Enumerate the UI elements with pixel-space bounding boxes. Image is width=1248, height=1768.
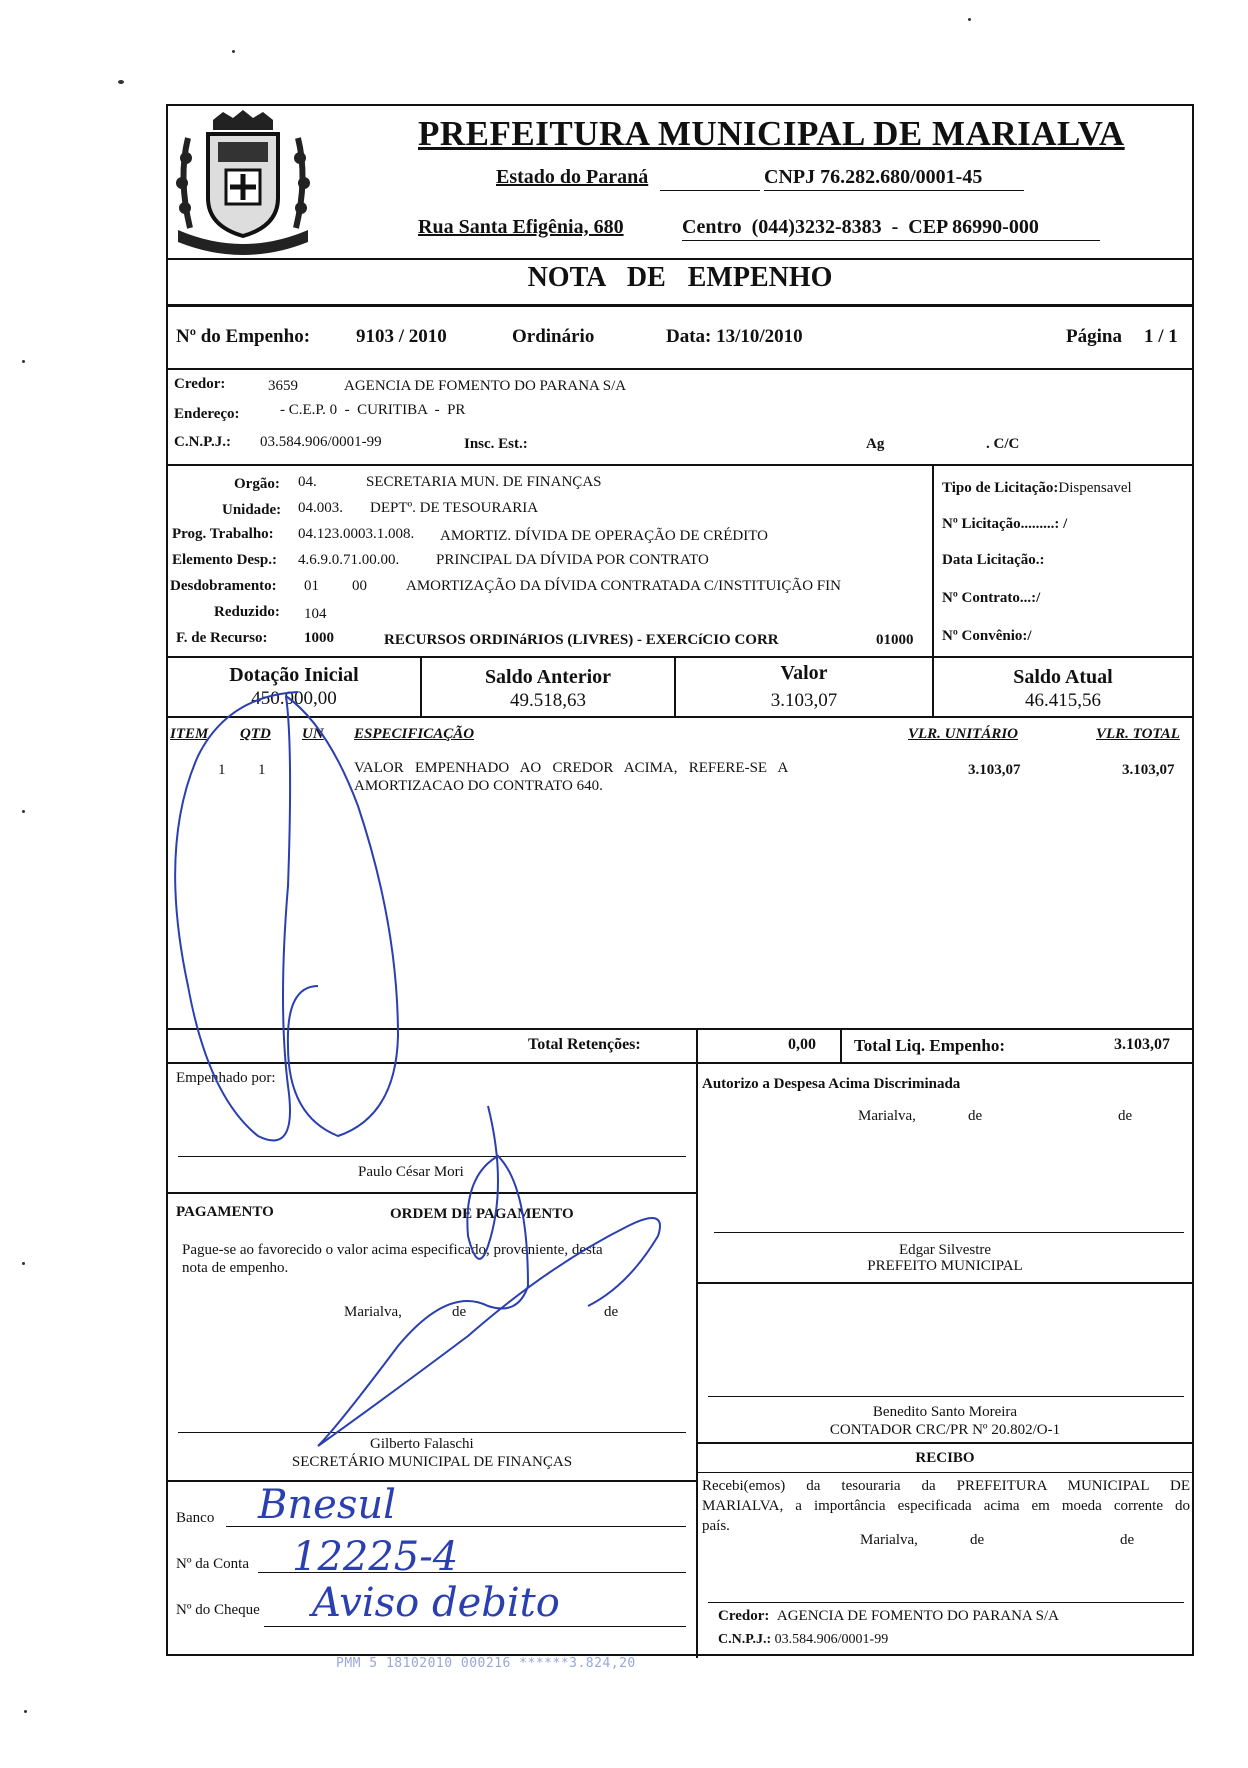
- divider: [168, 716, 1192, 718]
- empenho-date: Data: 13/10/2010: [666, 326, 803, 347]
- pagamento-de-1: de: [452, 1304, 467, 1320]
- recibo-text-1: Recebi(emos) da tesouraria da PREFEITURA MUNICIPAL DE: [702, 1478, 1190, 1494]
- recibo-de-1: de: [970, 1532, 985, 1548]
- numero-contrato: Nº Contrato...:/: [942, 590, 1041, 606]
- recibo-cnpj-label: C.N.P.J.:: [718, 1632, 772, 1647]
- col-especificacao: ESPECIFICAÇÃO: [354, 726, 475, 742]
- saldo-atual-label: Saldo Atual: [1013, 666, 1113, 688]
- orgao-code: 04.: [298, 474, 317, 490]
- recibo-de-2: de: [1120, 1532, 1135, 1548]
- desdobramento-code-2: 00: [352, 578, 367, 594]
- underline: [660, 190, 760, 191]
- prog-trabalho-code: 04.123.0003.1.008.: [298, 526, 415, 542]
- saldo-atual-value: 46.415,56: [1025, 690, 1101, 711]
- valor-label: Valor: [780, 662, 828, 684]
- autorizo-name: Edgar Silvestre: [898, 1242, 992, 1258]
- page-label: Página: [1066, 326, 1122, 347]
- col-vlr-unitario: VLR. UNITÁRIO: [908, 726, 1019, 742]
- recurso-code: 1000: [304, 630, 334, 646]
- signature-line: [708, 1602, 1184, 1603]
- elemento-name: PRINCIPAL DA DÍVIDA POR CONTRATO: [436, 552, 709, 568]
- city-address: Rua Santa Efigênia, 680: [418, 216, 624, 238]
- row-vlr-total: 3.103,07: [1122, 762, 1175, 778]
- conta-label: Nº da Conta: [176, 1556, 249, 1572]
- autorizo-de-1: de: [968, 1108, 983, 1124]
- city-contact: Centro (044)3232-8383 - CEP 86990-000: [682, 216, 1039, 238]
- recibo-cnpj-value: 03.584.906/0001-99: [774, 1632, 889, 1647]
- total-retencoes-value: 0,00: [788, 1036, 816, 1053]
- saldo-anterior-label: Saldo Anterior: [484, 666, 612, 688]
- total-liquido-value: 3.103,07: [1114, 1036, 1170, 1053]
- scan-speck: [22, 1262, 25, 1265]
- dotacao-inicial-value: 450.000,00: [251, 688, 337, 709]
- scan-speck: [968, 18, 971, 21]
- recibo-credor-name: AGENCIA DE FOMENTO DO PARANA S/A: [776, 1608, 1059, 1624]
- divider: [696, 1028, 698, 1062]
- desdobramento-code-1: 01: [304, 578, 319, 594]
- col-qtd: QTD: [240, 726, 271, 742]
- scan-speck: [22, 810, 25, 813]
- cheque-handwritten-value: Aviso debito: [312, 1580, 560, 1626]
- empenho-type: Ordinário: [512, 326, 595, 347]
- orgao-name: SECRETARIA MUN. DE FINANÇAS: [366, 474, 602, 490]
- col-un: UN: [302, 726, 324, 742]
- contador-name: Benedito Santo Moreira: [872, 1404, 1018, 1420]
- cheque-line: [264, 1626, 686, 1627]
- row-item: 1: [218, 762, 226, 778]
- desdobramento-label: Desdobramento:: [170, 578, 277, 594]
- desdobramento-name: AMORTIZAÇÃO DA DÍVIDA CONTRATADA C/INSTITUIÇÃO FIN: [406, 578, 841, 594]
- elemento-code: 4.6.9.0.71.00.00.: [298, 552, 400, 568]
- row-spec-line-2: AMORTIZACAO DO CONTRATO 640.: [354, 778, 603, 794]
- divider: [696, 1062, 698, 1658]
- row-qtd: 1: [258, 762, 266, 778]
- contador-role: CONTADOR CRC/PR Nº 20.802/O-1: [829, 1422, 1061, 1438]
- autorizo-place: Marialva,: [858, 1108, 916, 1124]
- ordem-pagamento-label: ORDEM DE PAGAMENTO: [390, 1206, 574, 1222]
- signature-line: [178, 1156, 686, 1157]
- orgao-label: Orgão:: [234, 476, 280, 492]
- city-hall-title: PREFEITURA MUNICIPAL DE MARIALVA: [418, 114, 1125, 153]
- recurso-code-2: 01000: [876, 632, 914, 648]
- divider: [168, 1028, 1192, 1030]
- total-retencoes-label: Total Retenções:: [528, 1036, 641, 1053]
- tipo-licitacao-label: Tipo de Licitação:: [942, 480, 1059, 496]
- pagamento-place: Marialva,: [344, 1304, 402, 1320]
- data-licitacao: Data Licitação.:: [942, 552, 1045, 568]
- unidade-name: DEPTº. DE TESOURARIA: [370, 500, 539, 516]
- underline: [682, 240, 1100, 241]
- divider: [168, 1192, 696, 1194]
- row-spec-line-1: VALOR EMPENHADO AO CREDOR ACIMA, REFERE-SE A: [354, 760, 789, 776]
- payment-stamp: PMM 5 18102010 000216 ******3.824,20: [336, 1656, 636, 1671]
- credor-label: Credor:: [174, 376, 226, 392]
- pagamento-label: PAGAMENTO: [176, 1204, 274, 1220]
- prog-trabalho-name: AMORTIZ. DÍVIDA DE OPERAÇÃO DE CRÉDITO: [440, 528, 768, 544]
- empenhado-por-name: Paulo César Mori: [358, 1164, 464, 1180]
- state-name: Estado do Paraná: [496, 166, 649, 188]
- divider: [696, 1442, 1192, 1444]
- agencia-label: Ag: [866, 436, 885, 452]
- recibo-credor-label: Credor:: [718, 1608, 770, 1624]
- nota-empenho-form: [166, 104, 1194, 1656]
- pagamento-text-2: nota de empenho.: [182, 1260, 289, 1276]
- recibo-credor: [718, 1608, 1059, 1625]
- city-cnpj: CNPJ 76.282.680/0001-45: [764, 166, 983, 188]
- saldo-anterior-value: 49.518,63: [510, 690, 586, 711]
- dotacao-inicial-label: Dotação Inicial: [229, 664, 359, 686]
- insc-est-label: Insc. Est.:: [464, 436, 528, 452]
- pagamento-role: SECRETÁRIO MUNICIPAL DE FINANÇAS: [291, 1454, 573, 1470]
- page-number: 1 / 1: [1144, 326, 1178, 347]
- recibo-text-2: MARIALVA, a importância especificada acima em moeda corrente do: [702, 1498, 1190, 1514]
- signature-line: [714, 1232, 1184, 1233]
- scan-speck: [22, 360, 25, 363]
- col-vlr-total: VLR. TOTAL: [1096, 726, 1180, 742]
- prog-trabalho-label: Prog. Trabalho:: [172, 526, 274, 542]
- divider: [168, 1062, 1192, 1064]
- divider: [168, 368, 1192, 370]
- banco-label: Banco: [176, 1510, 215, 1526]
- scan-speck: [232, 50, 235, 53]
- cheque-label: Nº do Cheque: [176, 1602, 260, 1618]
- underline: [764, 190, 1024, 191]
- row-vlr-unitario: 3.103,07: [968, 762, 1021, 778]
- empenhado-por-label: Empenhado por:: [176, 1070, 276, 1086]
- signature-line: [178, 1432, 686, 1433]
- divider: [168, 258, 1192, 260]
- empenho-number: 9103 / 2010: [356, 326, 447, 347]
- unidade-label: Unidade:: [222, 502, 282, 518]
- credor-code: 3659: [268, 378, 298, 394]
- numero-licitacao: Nº Licitação.........: /: [942, 516, 1068, 532]
- tipo-licitacao-value: Dispensavel: [1058, 480, 1132, 496]
- reduzido-label: Reduzido:: [214, 604, 280, 620]
- autorizo-label: Autorizo a Despesa Acima Discriminada: [702, 1076, 961, 1092]
- recibo-cnpj: [718, 1632, 888, 1648]
- cnpj-label: C.N.P.J.:: [174, 434, 231, 450]
- empenho-number-label: Nº do Empenho:: [176, 326, 311, 347]
- signature-line: [708, 1396, 1184, 1397]
- conta-handwritten-value: 12225-4: [292, 1534, 459, 1580]
- valor-value: 3.103,07: [770, 690, 838, 711]
- endereco-label: Endereço:: [174, 406, 240, 422]
- divider: [168, 464, 1192, 466]
- numero-convenio: Nº Convênio:/: [942, 628, 1032, 644]
- divider: [932, 464, 934, 656]
- banco-handwritten-value: Bnesul: [258, 1482, 396, 1528]
- autorizo-de-2: de: [1118, 1108, 1133, 1124]
- recibo-text-3: país.: [702, 1518, 730, 1534]
- col-item: ITEM: [170, 726, 209, 742]
- recurso-name: RECURSOS ORDINáRIOS (LIVRES) - EXERCíCIO CORR: [384, 632, 779, 648]
- divider: [168, 304, 1192, 307]
- pagamento-de-2: de: [604, 1304, 619, 1320]
- recibo-place: Marialva,: [860, 1532, 918, 1548]
- elemento-label: Elemento Desp.:: [172, 552, 277, 568]
- pagamento-text-1: Pague-se ao favorecido o valor acima especificado, proveniente, desta: [182, 1242, 603, 1258]
- total-liquido-label: Total Liq. Empenho:: [854, 1036, 1005, 1055]
- reduzido-value: 104: [304, 606, 327, 622]
- credor-address: - C.E.P. 0 - CURITIBA - PR: [280, 402, 466, 418]
- divider: [840, 1028, 842, 1062]
- recurso-label: F. de Recurso:: [176, 630, 268, 646]
- credor-cnpj: 03.584.906/0001-99: [260, 434, 382, 450]
- divider: [696, 1282, 1192, 1284]
- document-title: NOTA DE EMPENHO: [527, 262, 833, 293]
- credor-name: AGENCIA DE FOMENTO DO PARANA S/A: [344, 378, 627, 394]
- scan-speck: [118, 80, 124, 84]
- autorizo-role: PREFEITO MUNICIPAL: [867, 1258, 1023, 1274]
- conta-corrente-label: . C/C: [986, 436, 1020, 452]
- tipo-licitacao: [942, 480, 1132, 497]
- scan-speck: [24, 1710, 27, 1713]
- recibo-title: RECIBO: [915, 1450, 975, 1466]
- divider: [168, 1480, 696, 1482]
- unidade-code: 04.003.: [298, 500, 343, 516]
- divider: [168, 656, 1192, 658]
- divider: [696, 1472, 1192, 1473]
- pagamento-name: Gilberto Falaschi: [370, 1436, 474, 1452]
- coat-of-arms-icon: [168, 108, 318, 258]
